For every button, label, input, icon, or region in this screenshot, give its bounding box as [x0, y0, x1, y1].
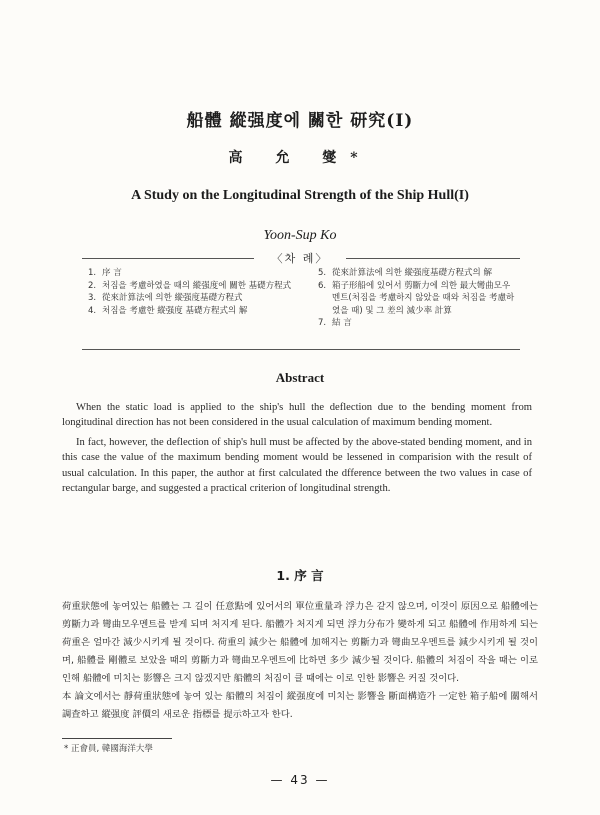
- section-heading: [0, 566, 600, 584]
- section-title: 序 言: [294, 568, 324, 583]
- toc-item-text: 結 言: [332, 318, 352, 328]
- toc-item: [88, 305, 298, 318]
- toc-item-text: 從來計算法에 의한 縱强度基礎方程式: [102, 293, 243, 303]
- toc-item-number: 5.: [318, 268, 327, 278]
- footnote-divider: [62, 738, 172, 739]
- section-number: 1.: [276, 568, 290, 583]
- toc-item-number: 3.: [88, 293, 97, 303]
- toc-item-text: 從來計算法에 의한 縱强度基礎方程式의 解: [332, 268, 492, 278]
- toc-item: [88, 267, 298, 280]
- toc-item-number: 7.: [318, 318, 327, 328]
- abstract-body: [62, 400, 532, 500]
- page-number: — 43 —: [270, 773, 330, 787]
- toc-item: [318, 267, 518, 280]
- paper-title-english: A Study on the Longitudinal Strength of the Ship Hull(I): [131, 188, 469, 203]
- toc-item-number: 6.: [318, 280, 327, 291]
- toc-label: 〈차 례〉: [254, 250, 346, 266]
- paper-title-korean: 船體 縱强度에 關한 研究(I): [186, 111, 414, 131]
- toc-left-column: [88, 267, 298, 317]
- toc-item: [88, 292, 298, 305]
- toc-item-text: 처짐을 考慮한 縱强度 基礎方程式의 解: [102, 305, 248, 316]
- body-text: [62, 598, 538, 724]
- toc-item-number: 2.: [88, 280, 97, 291]
- author-name-korean: 高 允 燮*: [228, 150, 372, 166]
- footnote: * 正會員, 韓國海洋大學: [64, 744, 153, 754]
- toc-right-column: [318, 267, 518, 330]
- toc-item: [318, 317, 518, 330]
- toc-item-number: 1.: [88, 268, 97, 278]
- abstract-paragraph: In fact, however, the deflection of ship's hull must be affected by the above-stated bending moment, and in this case the value of the maximum bending moment would be lessened in comparision with the result of usual calculation. In this paper, the author at first calculated the dfference between the two values in case of rectangular barge, and suggested a practical criterion of longitudinal strength.: [62, 436, 532, 495]
- toc-item-number: 4.: [88, 305, 97, 316]
- body-paragraph: 荷重狀態에 놓여있는 船體는 그 길이 任意點에 있어서의 單位重量과 浮力은 같지 않으며, 이것이 原因으로 船體에는 剪斷力과 彎曲모우멘트를 받게 되며 처지게 된다. 船體가 처지게 되면 浮力分布가 變하게 되고 船體에 作用하게 되는 荷重은 얼마간 減少시키게 될 것이다. 荷重의 減少는 船體에 加해지는 剪斷力과 彎曲모우멘트를 減少시키게 될 것이며, 船體를 剛體로 보았을 때의 剪斷力과 彎曲모우멘트에 比하면 多少 減少될 것이다. 船體의 처짐이 작을 때는 이로 인해 船體에 미치는 影響은 크지 않겠지만 船體의 처짐이 클 때에는 이로 인한 影響은 커질 것이다.: [62, 601, 538, 684]
- abstract-paragraph: When the static load is applied to the ship's hull the deflection due to the bending moment from longitudinal direction has not been considered in the usual calculation of maximum bending moment.: [62, 402, 532, 429]
- body-paragraph: 本 論文에서는 靜荷重狀態에 놓여 있는 船體의 처짐이 縱强度에 미치는 影響을 斷面構造가 一定한 箱子船에 關해서 調査하고 縱强度 評價의 새로운 指標를 提示하고자 한다.: [62, 691, 538, 720]
- author-name-english: Yoon-Sup Ko: [263, 228, 337, 243]
- toc-item-text: 처짐을 考慮하였을 때의 縱强度에 關한 基礎方程式: [102, 280, 292, 291]
- toc-item-text: 序 言: [102, 268, 122, 278]
- table-of-contents: [82, 252, 520, 350]
- toc-item: [88, 280, 298, 293]
- toc-item-text: 箱子形船에 있어서 剪斷力에 의한 最大彎曲모우멘트(처짐을 考慮하지 않았을 때와 처짐을 考慮하였을 때) 및 그 差의 減少率 計算: [332, 280, 515, 316]
- toc-item: [318, 280, 518, 318]
- abstract-heading: Abstract: [275, 370, 325, 385]
